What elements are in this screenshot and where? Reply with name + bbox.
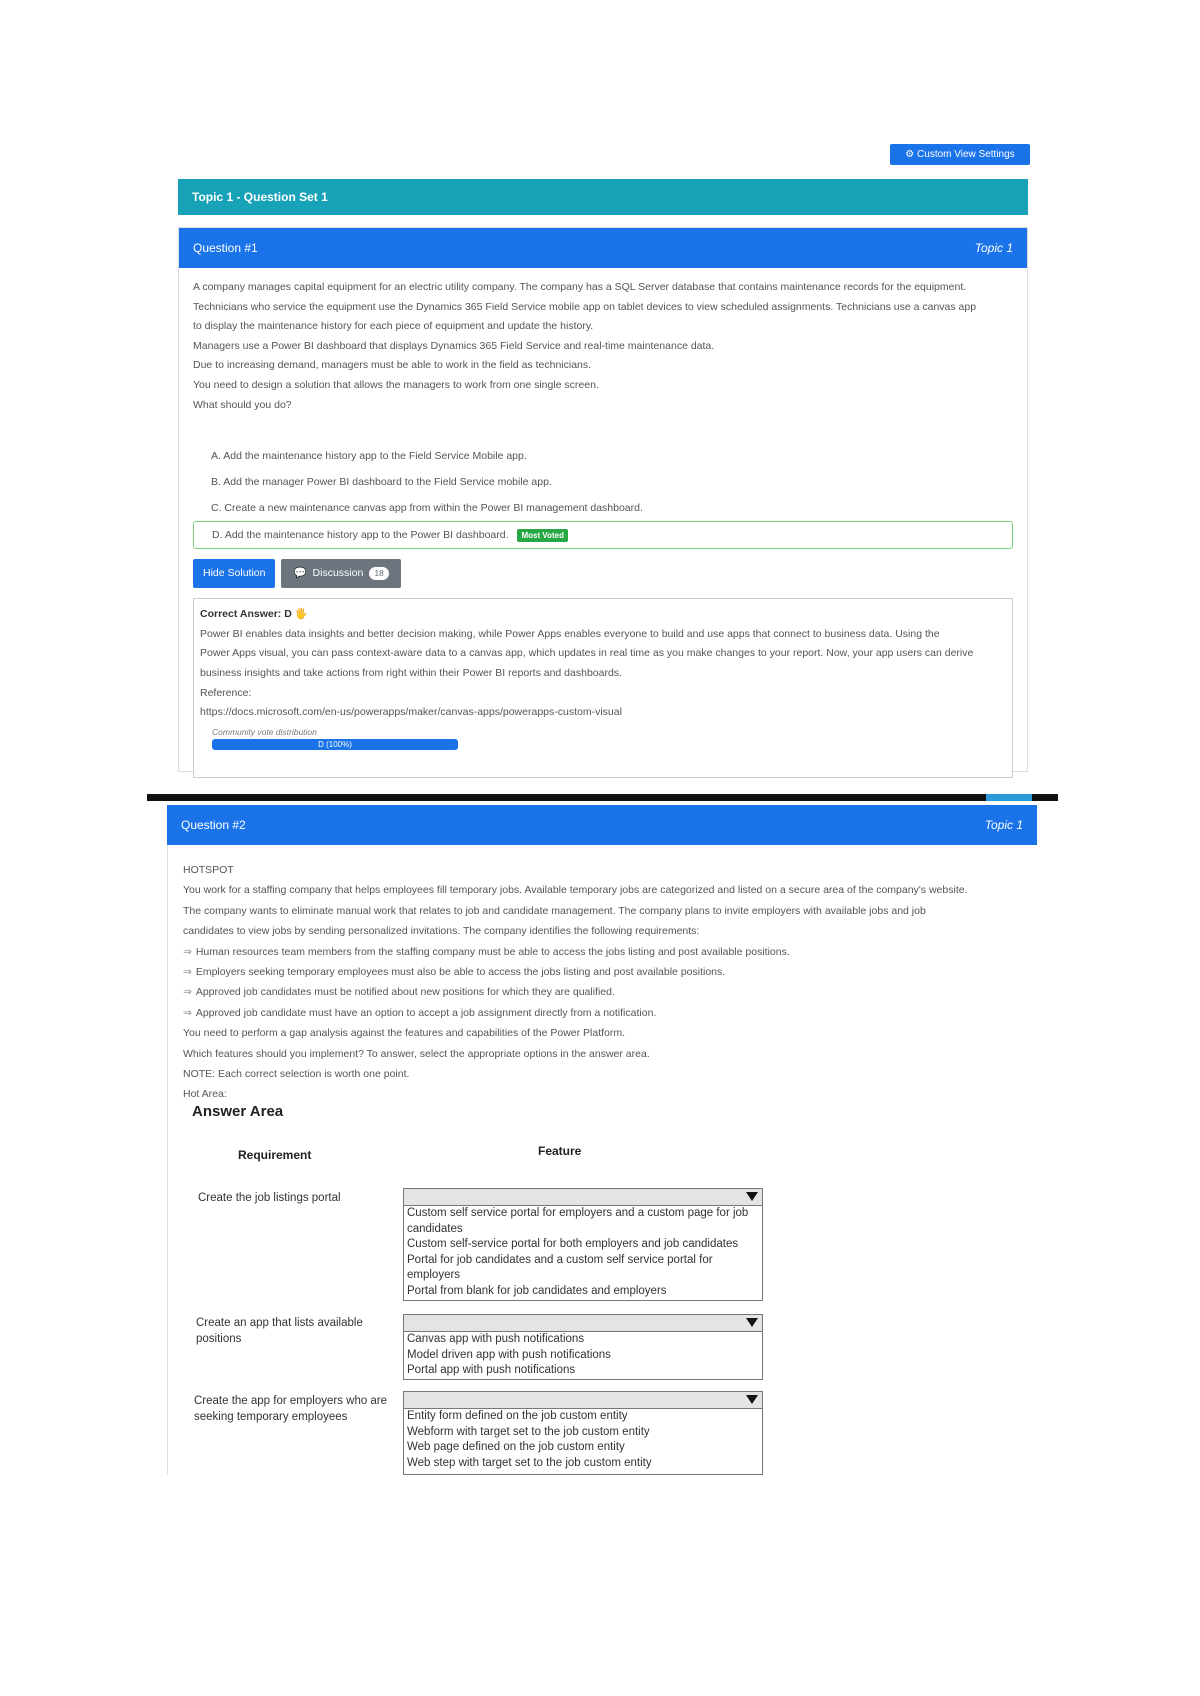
vote-distribution-bar: D (100%) [212,739,458,750]
gear-icon: ⚙ [905,149,915,160]
dropdown-option[interactable]: Portal from blank for job candidates and employers [407,1284,667,1297]
reference-link[interactable]: https://docs.microsoft.com/en-us/powerapps/maker/canvas-apps/powerapps-custom-visual [200,706,622,719]
requirement-text: Employers seeking temporary employees must also be able to access the jobs listing and post available positions. [195,966,726,979]
custom-view-settings-label: Custom View Settings [917,149,1015,160]
question-text-line: Which features should you implement? To answer, select the appropriate options in the answer area. [183,1047,650,1060]
dropdown-option[interactable]: Web page defined on the job custom entity [407,1441,625,1454]
question-text-line: You work for a staffing company that helps employees fill temporary jobs. Available temporary jobs are categorized and listed on a secure area of the company's website. [183,884,968,897]
arrow-bullet-icon: ⇒ [183,986,192,999]
dropdown-option[interactable]: Web step with target set to the job custom entity [407,1456,652,1469]
requirement-text: Human resources team members from the staffing company must be able to access the jobs listing and post available positions. [195,945,790,958]
dropdown-option[interactable]: Portal app with push notifications [407,1364,576,1377]
question-text-line: A company manages capital equipment for an electric utility company. The company has a SQL Server database that contains maintenance records for the equipment. [193,281,967,293]
hot-area-label: Hot Area: [183,1088,227,1101]
dropdown-header[interactable] [404,1315,762,1332]
requirement-item [183,982,1021,1002]
reference-label: Reference: [200,686,252,699]
question-text-line: to display the maintenance history for each piece of equipment and update the history. [193,320,594,333]
question-type-label: HOTSPOT [183,864,234,876]
question-text-line: The company wants to eliminate manual work that relates to job and candidate management. The company plans to invite employers with available jobs and job [183,904,926,917]
question-text-line: You need to perform a gap analysis against the features and capabilities of the Power Platform. [183,1027,626,1040]
hide-solution-button[interactable]: Hide Solution [193,559,275,588]
requirement-label: Create the job listings portal [198,1192,341,1204]
answer-area-title: Answer Area [192,1103,284,1120]
arrow-bullet-icon: ⇒ [183,966,192,979]
choice-d[interactable] [193,521,1013,549]
dropdown-header[interactable] [404,1392,762,1409]
correct-answer-box [193,598,1013,778]
requirement-item [183,962,1021,982]
requirement-column-header: Requirement [238,1148,312,1162]
dropdown-header[interactable] [404,1189,762,1206]
most-voted-badge: Most Voted [517,529,568,542]
explanation-line: business insights and take actions from right within their Power BI reports and dashboards. [200,666,622,679]
choice-c-label: C. Create a new maintenance canvas app from within the Power BI management dashboard. [211,502,643,515]
question-text-line: What should you do? [193,398,292,411]
arrow-bullet-icon: ⇒ [183,1006,192,1019]
feature-dropdown-2[interactable] [403,1314,763,1380]
discussion-count-badge: 18 [369,567,388,580]
topic-header: Topic 1 - Question Set 1 [178,179,1028,215]
question-1-body [179,268,1027,425]
discussion-button[interactable] [281,559,400,588]
question-2-body [167,845,1037,1105]
requirement-label: Create an app that lists available positions [196,1317,363,1345]
vote-icon: 🖐 [294,608,308,621]
dropdown-option[interactable]: Entity form defined on the job custom entity [407,1410,628,1422]
explanation-line: Power Apps visual, you can pass context-aware data to a canvas app, which updates in real time as you make changes to your report. Now, your app users can derive [200,647,974,660]
choice-c[interactable] [193,495,1013,521]
question-text-line: Managers use a Power BI dashboard that displays Dynamics 365 Field Service and real-time maintenance data. [193,339,715,352]
question-2-topic: Topic 1 [984,818,1023,832]
caret-down-icon [746,1318,758,1327]
requirement-text: Approved job candidates must be notified about new positions for which they are qualified. [195,986,615,999]
feature-dropdown-3[interactable] [403,1391,763,1475]
choice-a-label: A. Add the maintenance history app to the Field Service Mobile app. [211,450,527,463]
question-text-line: You need to design a solution that allows the managers to work from one single screen. [193,378,599,391]
dropdown-option[interactable]: Custom self-service portal for both employers and job candidates [407,1238,739,1251]
dropdown-option[interactable]: Custom self service portal for employers and a custom page for job candidates [407,1207,749,1235]
question-text-line: candidates to view jobs by sending personalized invitations. The company identifies the following requirements: [183,925,700,938]
correct-answer-value: D [284,608,292,621]
discussion-label: Discussion [312,567,364,580]
dropdown-option[interactable]: Model driven app with push notifications [407,1348,611,1361]
question-2-header [167,805,1037,845]
caret-down-icon [746,1192,758,1201]
question-2-title: Question #2 [181,818,246,832]
dropdown-option[interactable]: Canvas app with push notifications [407,1333,585,1345]
choice-d-label: D. Add the maintenance history app to the Power BI dashboard. [212,529,509,542]
solution-buttons [179,549,1027,598]
answer-choices [179,425,1027,549]
question-text-line: Due to increasing demand, managers must be able to work in the field as technicians. [193,359,592,372]
choice-b-label: B. Add the manager Power BI dashboard to the Field Service mobile app. [211,476,552,489]
caret-down-icon [746,1395,758,1404]
question-text-line: Technicians who service the equipment use the Dynamics 365 Field Service mobile app on tablet devices to view scheduled assignments. Technicians use a canvas app [193,300,977,313]
vote-distribution-title: Community vote distribution [212,726,317,737]
question-1-card [178,227,1028,772]
dropdown-option[interactable]: Portal for job candidates and a custom self service portal for employers [407,1253,713,1282]
requirement-item [183,1003,1021,1023]
question-1-topic: Topic 1 [974,241,1013,255]
explanation-line: Power BI enables data insights and better decision making, while Power Apps enables everyone to build and use apps that connect to business data. Using the [200,627,940,640]
correct-answer-label: Correct Answer: [200,608,282,621]
question-text-line: NOTE: Each correct selection is worth one point. [183,1068,410,1081]
requirement-item [183,942,1021,962]
feature-column-header: Feature [538,1144,582,1158]
choice-b[interactable] [193,469,1013,495]
requirement-label: Create the app for employers who are seeking temporary employees [194,1395,388,1423]
custom-view-settings-button[interactable] [890,144,1030,165]
dropdown-option[interactable]: Webform with target set to the job custom entity [407,1425,650,1438]
choice-a[interactable] [193,443,1013,469]
page-divider-accent [986,794,1032,801]
feature-dropdown-1[interactable] [403,1188,763,1301]
requirement-text: Approved job candidate must have an option to accept a job assignment directly from a notification. [195,1006,657,1019]
question-1-title: Question #1 [193,241,258,255]
question-1-header [179,228,1027,268]
comment-icon: 💬 [293,567,307,580]
page-divider [147,794,1058,801]
arrow-bullet-icon: ⇒ [183,945,192,958]
